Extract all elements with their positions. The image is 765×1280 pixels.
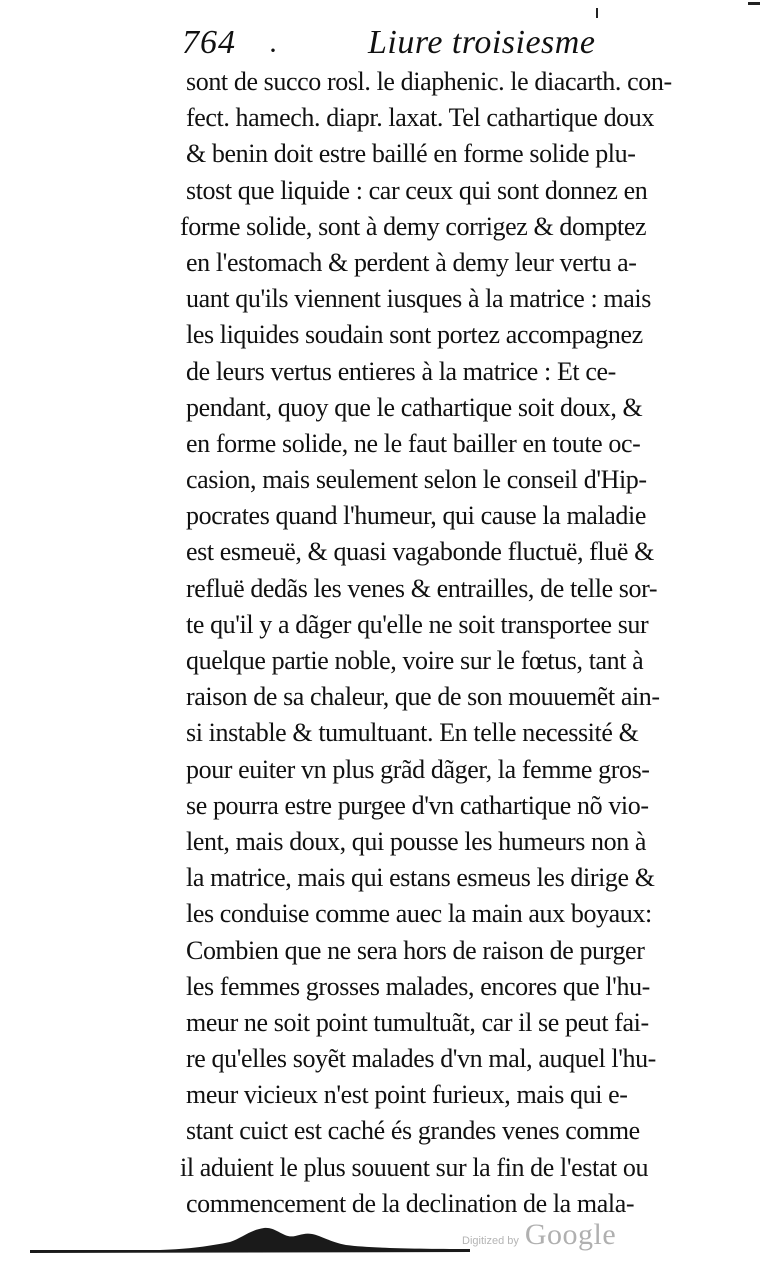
text-line: meur ne soit point tumultuãt, car il se peut fai- bbox=[186, 1007, 649, 1037]
text-line: les conduise comme auec la main aux boyaux: bbox=[186, 899, 652, 929]
text-line: pour euiter vn plus grãd dãger, la femme gros- bbox=[186, 754, 650, 784]
text-line: forme solide, sont à demy corrigez & domptez bbox=[180, 211, 647, 241]
text-line: pocrates quand l'humeur, qui cause la maladie bbox=[186, 501, 646, 531]
text-line: stant cuict est caché és grandes venes comme bbox=[186, 1116, 640, 1146]
text-line: refluë dedãs les venes & entrailles, de telle sor- bbox=[186, 573, 658, 603]
text-line: Combien que ne sera hors de raison de purger bbox=[186, 935, 645, 965]
text-line: commencement de la declination de la mala- bbox=[186, 1188, 635, 1218]
text-line: pendant, quoy que le cathartique soit doux, & bbox=[186, 392, 643, 422]
text-line: en forme solide, ne le faut bailler en toute oc- bbox=[186, 428, 641, 458]
page-edge-ornament bbox=[30, 1212, 470, 1262]
text-line: meur vicieux n'est point furieux, mais qui e- bbox=[186, 1080, 628, 1110]
text-line: raison de sa chaleur, que de son mouuemẽt ain- bbox=[186, 682, 660, 712]
text-line: la matrice, mais qui estans esmeus les dirige & bbox=[186, 863, 655, 893]
text-line: les femmes grosses malades, encores que l'hu- bbox=[186, 971, 650, 1001]
page-number: 764 bbox=[182, 24, 236, 61]
digitized-label: Digitized by bbox=[462, 1235, 519, 1247]
text-line: les liquides soudain sont portez accompagnez bbox=[186, 320, 643, 350]
text-line: se pourra estre purgee d'vn cathartique nõ vio- bbox=[186, 790, 649, 820]
ink-speck bbox=[596, 8, 598, 18]
text-line: il aduient le plus souuent sur la fin de l'estat ou bbox=[180, 1152, 649, 1182]
text-line: de leurs vertus entieres à la matrice : Et ce- bbox=[186, 356, 616, 386]
text-line: & benin doit estre baillé en forme solide plu- bbox=[186, 139, 636, 169]
text-line: te qu'il y a dãger qu'elle ne soit transportee sur bbox=[186, 609, 649, 639]
text-line: sont de succo rosl. le diaphenic. le diacarth. con- bbox=[186, 67, 672, 96]
text-line: re qu'elles soyẽt malades d'vn mal, auquel l'hu- bbox=[186, 1044, 656, 1074]
digitized-watermark bbox=[462, 1218, 616, 1258]
text-line: casion, mais seulement selon le conseil d'Hip- bbox=[186, 465, 647, 495]
text-line: lent, mais doux, qui pousse les humeurs non à bbox=[186, 826, 647, 856]
ink-speck bbox=[748, 2, 760, 5]
text-line: fect. hamech. diapr. laxat. Tel cathartique doux bbox=[186, 103, 654, 133]
google-logo: Google bbox=[524, 1218, 617, 1251]
text-line: si instable & tumultuant. En telle necessité & bbox=[186, 718, 639, 748]
text-line: en l'estomach & perdent à demy leur vertu a- bbox=[186, 247, 637, 277]
text-line: quelque partie noble, voire sur le fœtus, tant à bbox=[186, 646, 644, 675]
running-title: Liure troisiesme bbox=[368, 24, 596, 61]
body-text bbox=[180, 64, 706, 1222]
text-line: uant qu'ils viennent iusques à la matrice : mais bbox=[186, 284, 651, 314]
text-line: est esmeuë, & quasi vagabonde fluctuë, fluë & bbox=[186, 537, 654, 567]
header-separator: · bbox=[268, 34, 278, 67]
text-line: stost que liquide : car ceux qui sont donnez en bbox=[186, 175, 648, 205]
